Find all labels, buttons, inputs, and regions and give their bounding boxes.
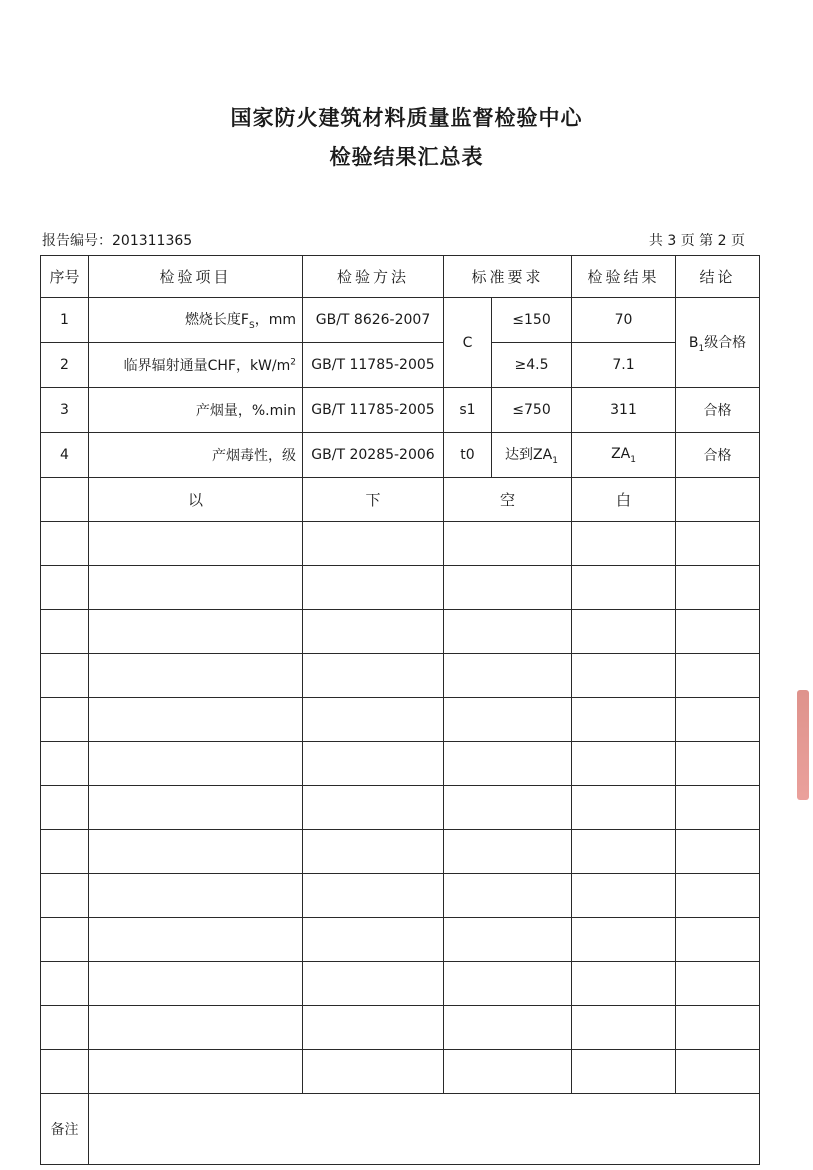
red-seal-edge	[797, 690, 809, 800]
row-std-req: 达到$ZA_1$	[492, 433, 572, 478]
row-number: 1	[41, 298, 89, 343]
remark-content	[89, 1094, 760, 1165]
results-table	[40, 255, 760, 1165]
row-std-req: ≤750	[492, 388, 572, 433]
row-result: 70	[572, 298, 676, 343]
remark-row	[41, 1094, 760, 1165]
empty-row	[41, 962, 760, 1006]
header-result: 检验结果	[572, 256, 676, 298]
row-method: GB/T 11785-2005	[303, 388, 444, 433]
row-std-class: s1	[444, 388, 492, 433]
row-std-class: t0	[444, 433, 492, 478]
table-row	[41, 343, 760, 388]
row-number: 3	[41, 388, 89, 433]
table-row	[41, 298, 760, 343]
blank-marker-char: 下	[303, 478, 444, 522]
empty-row	[41, 874, 760, 918]
row-std-req: ≤150	[492, 298, 572, 343]
header-conclusion: 结论	[676, 256, 760, 298]
row-std-class: C	[444, 298, 492, 388]
row-item: 临界辐射通量CHF，$kW/m^2$	[89, 343, 303, 388]
header-method: 检验方法	[303, 256, 444, 298]
empty-row	[41, 1050, 760, 1094]
header-item: 检验项目	[89, 256, 303, 298]
empty-row	[41, 786, 760, 830]
document-title: 国家防火建筑材料质量监督检验中心	[230, 106, 583, 130]
row-item: 产烟毒性，级	[89, 433, 303, 478]
empty-row	[41, 1006, 760, 1050]
blank-marker-char: 空	[444, 478, 572, 522]
empty-row	[41, 522, 760, 566]
empty-row	[41, 742, 760, 786]
row-result: $ZA_1$	[572, 433, 676, 478]
document-subtitle: 检验结果汇总表	[329, 145, 484, 169]
blank-marker-row	[41, 478, 760, 522]
row-number: 2	[41, 343, 89, 388]
row-result: 7.1	[572, 343, 676, 388]
row-item: 产烟量，%.min	[89, 388, 303, 433]
header-seq: 序号	[41, 256, 89, 298]
row-result: 311	[572, 388, 676, 433]
row-method: GB/T 20285-2006	[303, 433, 444, 478]
page-info: 共 3 页 第 2 页	[648, 233, 745, 249]
row-number: 4	[41, 433, 89, 478]
blank-marker-char: 以	[89, 478, 303, 522]
remark-label: 备注	[41, 1094, 89, 1165]
empty-row	[41, 698, 760, 742]
row-method: GB/T 11785-2005	[303, 343, 444, 388]
table-row	[41, 388, 760, 433]
row-std-req: ≥4.5	[492, 343, 572, 388]
table-header-row	[41, 256, 760, 298]
row-item: 燃烧长度$F_S$，mm	[89, 298, 303, 343]
empty-row	[41, 610, 760, 654]
row-conclusion: 合格	[676, 433, 760, 478]
row-conclusion: 合格	[676, 388, 760, 433]
table-row	[41, 433, 760, 478]
row-method: GB/T 8626-2007	[303, 298, 444, 343]
report-number: 报告编号：201311365	[42, 233, 193, 249]
row-conclusion-merged: $B_1$级合格	[676, 298, 760, 388]
empty-row	[41, 830, 760, 874]
header-standard: 标准要求	[444, 256, 572, 298]
empty-row	[41, 566, 760, 610]
empty-row	[41, 918, 760, 962]
blank-marker-char: 白	[572, 478, 676, 522]
empty-row	[41, 654, 760, 698]
